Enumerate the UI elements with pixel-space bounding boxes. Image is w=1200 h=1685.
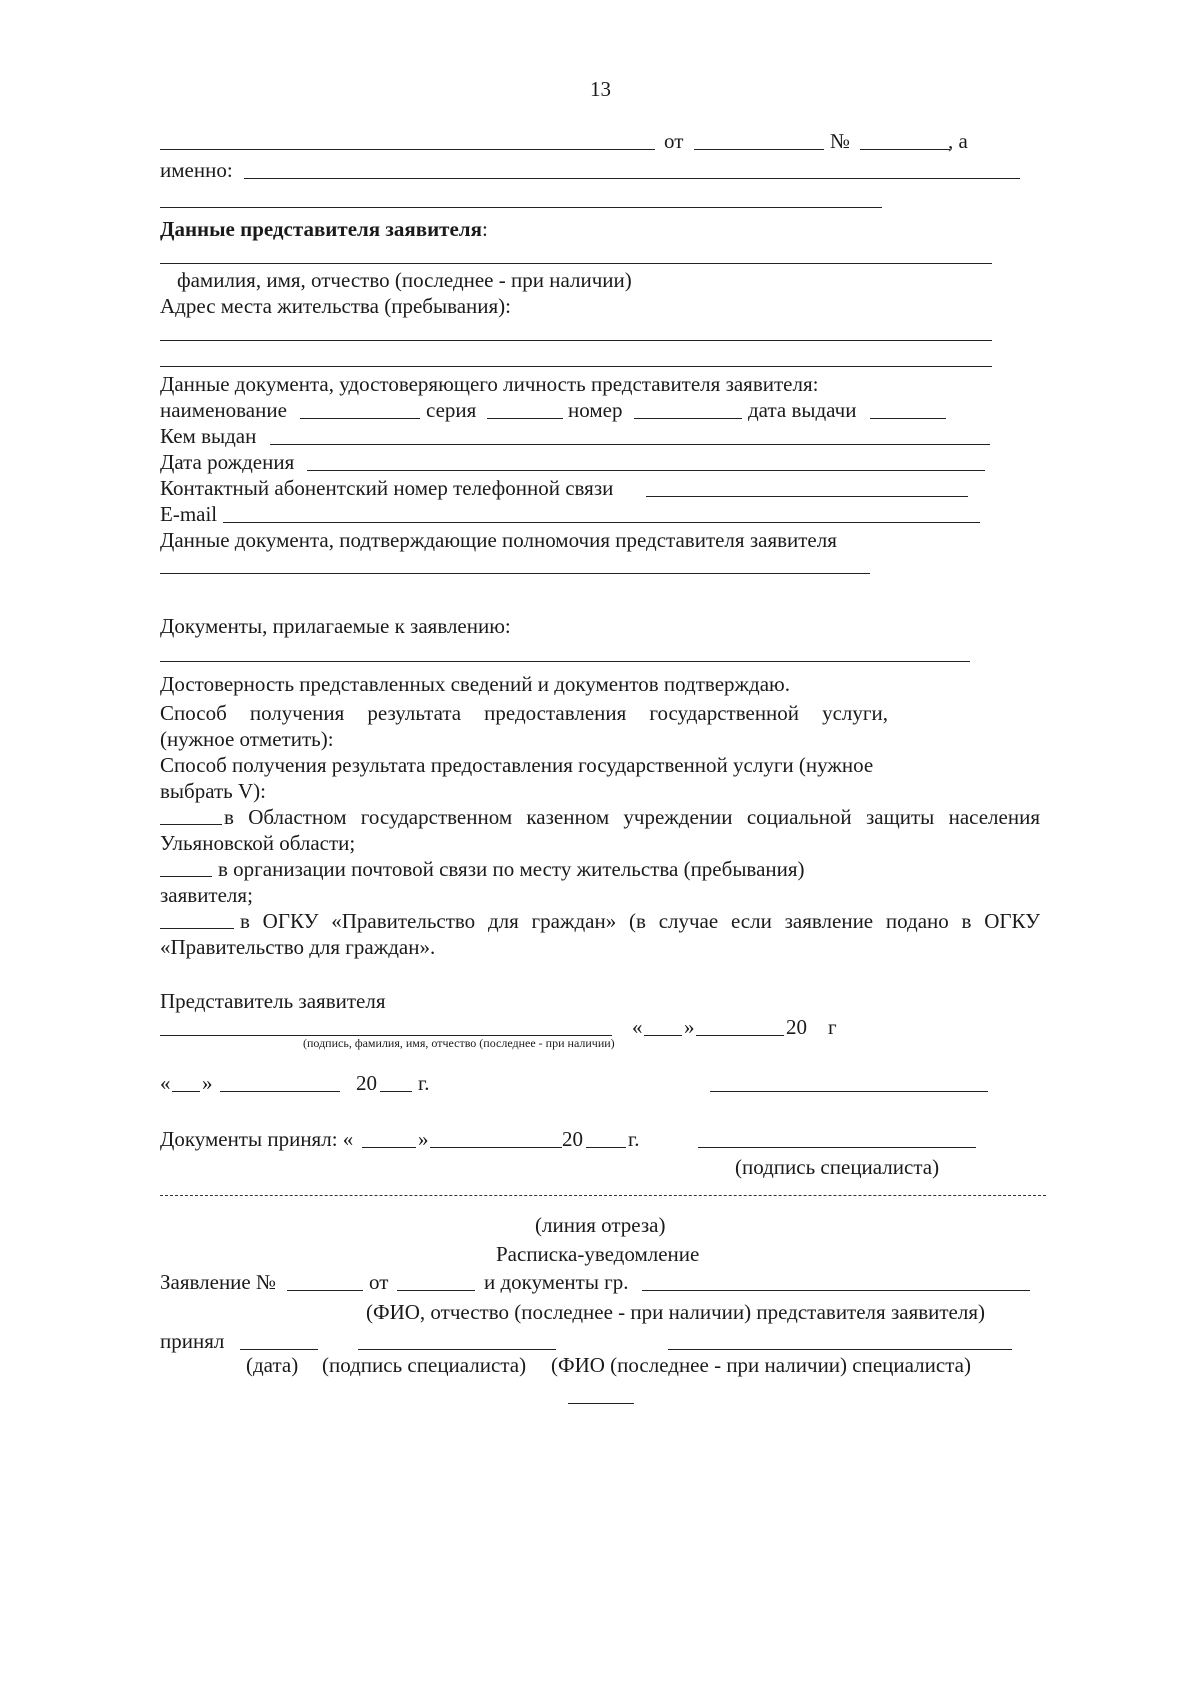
docs-accepted-close-quote: » (418, 1127, 429, 1151)
receipt-fio-caption: (ФИО, отчество (последнее - при наличии) представителя заявителя) (366, 1300, 986, 1324)
docs-accepted-month-line[interactable] (430, 1147, 562, 1148)
option3-checkbox-line[interactable] (160, 928, 234, 929)
phone-label: Контактный абонентский номер телефонной связи (160, 476, 614, 500)
page-number: 13 (590, 77, 611, 101)
email-line[interactable] (223, 522, 980, 523)
receipt-specialist-fio-caption: (ФИО (последнее - при наличии) специалиста) (551, 1353, 971, 1377)
docs-accepted-year-suffix: г. (628, 1127, 640, 1151)
address-line-2[interactable] (160, 366, 992, 367)
receipt-application-no-label: Заявление № (160, 1270, 277, 1294)
rep-date-close-quote: » (684, 1015, 695, 1039)
option3-text-b: «Правительство для граждан». (160, 935, 436, 959)
date2-day-line[interactable] (172, 1091, 200, 1092)
rep-signature-label: Представитель заявителя (160, 989, 386, 1013)
namely-line[interactable] (244, 178, 1020, 179)
specialist-signature-line[interactable] (698, 1147, 976, 1148)
id-doc-name-line[interactable] (300, 418, 420, 419)
method-text-1: Способ получения результата предоставления государственной услуги, (160, 701, 888, 725)
receipt-sign-caption: (подпись специалиста) (322, 1353, 527, 1377)
email-label: E-mail (160, 502, 218, 526)
receipt-accepted-label: принял (160, 1329, 225, 1353)
date2-open-quote: « (160, 1071, 171, 1095)
phone-line[interactable] (646, 496, 968, 497)
date2-year-line[interactable] (380, 1091, 412, 1092)
end-mark-line (568, 1403, 634, 1404)
fio-caption: фамилия, имя, отчество (последнее - при наличии) (177, 268, 632, 292)
option1-checkbox-line[interactable] (160, 824, 222, 825)
confirm-text: Достоверность представленных сведений и документов подтверждаю. (160, 672, 790, 696)
receipt-application-no-line[interactable] (287, 1290, 363, 1291)
namely-line-2[interactable] (160, 207, 882, 208)
address-label: Адрес места жительства (пребывания): (160, 294, 512, 318)
option1-text-b: Ульяновской области; (160, 831, 356, 855)
id-doc-series-label: серия (426, 398, 477, 422)
number-sign: № (830, 129, 851, 153)
receipt-date-caption: (дата) (246, 1353, 299, 1377)
date2-year-suffix: г. (418, 1071, 430, 1095)
method-text-2b: выбрать V): (160, 779, 266, 803)
rep-date-month-line[interactable] (696, 1035, 784, 1036)
date-line[interactable] (694, 149, 824, 150)
date2-month-line[interactable] (220, 1091, 340, 1092)
receipt-title: Расписка-уведомление (496, 1242, 700, 1266)
id-doc-issue-date-label: дата выдачи (748, 398, 857, 422)
address-line-1[interactable] (160, 340, 992, 341)
id-doc-number-line[interactable] (634, 418, 742, 419)
option2-text-b: заявителя; (160, 883, 253, 907)
cut-line (160, 1195, 1046, 1196)
docs-accepted-year-line[interactable] (586, 1147, 626, 1148)
rep-date-open-quote: « (632, 1015, 643, 1039)
option2-checkbox-line[interactable] (160, 876, 212, 877)
option3-text: в ОГКУ «Правительство для граждан» (в случае если заявление подано в ОГКУ (240, 909, 1040, 933)
namely-a: , а (948, 129, 968, 153)
attached-docs-line[interactable] (160, 661, 970, 662)
docs-accepted-year: 20 (562, 1127, 583, 1151)
method-text-1b: (нужное отметить): (160, 727, 334, 751)
receipt-accepted-fio-line[interactable] (668, 1349, 1012, 1350)
birth-date-label: Дата рождения (160, 450, 295, 474)
docs-accepted-day-line[interactable] (362, 1147, 416, 1148)
receipt-and-docs-label: и документы гр. (484, 1270, 629, 1294)
document-name-line[interactable] (160, 149, 655, 150)
receipt-fio-line[interactable] (642, 1290, 1030, 1291)
receipt-accepted-sign-line[interactable] (358, 1349, 556, 1350)
date2-close-quote: » (202, 1071, 213, 1095)
fio-line[interactable] (160, 263, 992, 264)
attached-docs-label: Документы, прилагаемые к заявлению: (160, 614, 511, 638)
receipt-date-line[interactable] (397, 1290, 475, 1291)
rep-date-day-line[interactable] (644, 1035, 682, 1036)
date2-signature-line[interactable] (710, 1091, 988, 1092)
id-doc-name-label: наименование (160, 398, 287, 422)
method-text-2: Способ получения результата предоставления государственной услуги (нужное (160, 753, 874, 777)
rep-date-year: 20 (786, 1015, 807, 1039)
authority-doc-line[interactable] (160, 573, 870, 574)
namely-label: именно: (160, 158, 233, 182)
specialist-signature-caption: (подпись специалиста) (735, 1155, 940, 1179)
date2-year: 20 (356, 1071, 377, 1095)
birth-date-line[interactable] (307, 470, 985, 471)
from-label: от (664, 129, 684, 153)
id-doc-issue-date-line[interactable] (870, 418, 946, 419)
authority-doc-label: Данные документа, подтверждающие полномочия представителя заявителя (160, 528, 837, 552)
issued-by-line[interactable] (270, 444, 990, 445)
id-doc-number-label: номер (568, 398, 623, 422)
receipt-accepted-date-line[interactable] (240, 1349, 318, 1350)
option1-text: в Областном государственном казенном учреждении социальной защиты населения (224, 805, 1040, 829)
issued-by-label: Кем выдан (160, 424, 257, 448)
number-line[interactable] (860, 149, 950, 150)
rep-date-year-suffix: г (828, 1015, 837, 1039)
docs-accepted-label: Документы принял: « (160, 1127, 354, 1151)
id-doc-heading: Данные документа, удостоверяющего личность представителя заявителя: (160, 372, 819, 396)
option2-text: в организации почтовой связи по месту жительства (пребывания) (218, 857, 805, 881)
receipt-ot-label: от (369, 1270, 389, 1294)
representative-heading: Данные представителя заявителя: (160, 217, 488, 241)
cut-line-caption: (линия отреза) (535, 1213, 666, 1237)
rep-signature-caption: (подпись, фамилия, имя, отчество (последнее - при наличии) (303, 1036, 615, 1050)
id-doc-series-line[interactable] (487, 418, 563, 419)
